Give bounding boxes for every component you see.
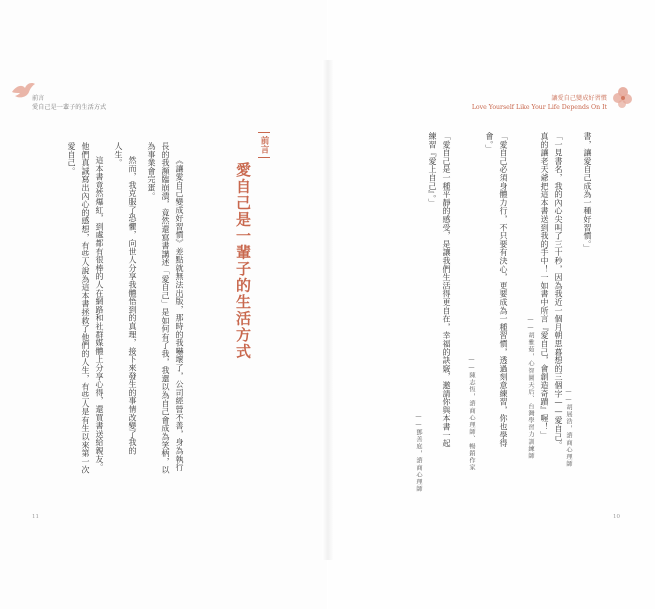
quote-3-attribution: ——胡雅茹，心智圖天后、台灣學習力訓練師 bbox=[527, 316, 534, 460]
paragraph-line-6: 這本書竟然爆紅，到處都有很棒的人在網路和社群媒體上分享心得，還買書送給親友。 bbox=[95, 156, 104, 472]
paragraph-line-4: 然而，我克服了恐懼，向世人分享我體悟到的真理，接下來發生的事情改變了我的 bbox=[128, 156, 137, 455]
running-head-english-title: Love Yourself Like Your Life Depends On It bbox=[471, 104, 607, 111]
paragraph-line-8: 愛自己。 bbox=[67, 142, 76, 176]
quote-3-line-1: 「愛自己必須身體力行，不只要有決心，更要成為一種習慣，透過刻意練習，你也學得 bbox=[499, 132, 508, 448]
quote-5-attribution: ——鄧善庭，諮商心理師 bbox=[415, 413, 422, 493]
left-running-head bbox=[32, 94, 106, 112]
paragraph-line-7: 他們真誠寫出內心的感想，有些人說為這本書拯救了他們的人生，有些人是有生以來第一次 bbox=[81, 142, 90, 474]
quote-2-line-1: 「一見書名，我的內心尖叫了三十秒，因為我近一個月朝思暮想的三個字——愛自己。 bbox=[554, 132, 563, 450]
page-number-right: 10 bbox=[613, 514, 620, 520]
blossom-icon bbox=[612, 86, 634, 110]
quote-4-line-2: 練習『愛上自己』。」 bbox=[428, 132, 437, 207]
running-head-section: 前言 bbox=[32, 95, 45, 102]
paragraph-line-2: 長的我瀕臨崩潰，竟然還寫書講述「愛自己」是如何有了我，我還以為自己會成為笑柄，以 bbox=[161, 142, 170, 474]
chapter-label: 前言 bbox=[258, 132, 270, 158]
chapter-title: 愛自己是一輩子的生活方式 bbox=[234, 162, 252, 360]
running-head-title: 愛自己是一輩子的生活方式 bbox=[32, 104, 107, 111]
running-head-book-title: 讓愛自己變成好習慣 bbox=[551, 95, 607, 102]
book-gutter bbox=[322, 60, 334, 560]
quote-4-line-1: 「愛自己是一種平靜的感受，是讓我們生活得更自在，幸福的訣竅，邀請你與本書一起 bbox=[442, 132, 451, 448]
right-page bbox=[328, 0, 655, 609]
paragraph-line-1: 《讓愛自己變成好習慣》差點就無法出版，那時的我嚇壞了，公司經營不善，身為執行 bbox=[175, 156, 184, 472]
quote-1-line-1: 書，讓愛自己成為一種好習慣。」 bbox=[583, 132, 592, 253]
quote-4-attribution: ——陳志恆，諮商心理師、暢銷作家 bbox=[468, 356, 475, 472]
paragraph-line-3: 為事業會完蛋。 bbox=[147, 142, 156, 201]
paragraph-line-5: 人生。 bbox=[114, 142, 123, 167]
page-number-left: 11 bbox=[32, 514, 39, 520]
right-running-head bbox=[472, 94, 607, 112]
quote-2-line-2: 真的讓老天爺把這本書送到我的手中！一如書中所言『愛自己，會創造奇蹟』喔！」 bbox=[540, 132, 549, 440]
quote-2-attribution: ——胡展浩，諮商心理師 bbox=[565, 388, 572, 468]
quote-3-line-2: 會。」 bbox=[485, 132, 494, 153]
